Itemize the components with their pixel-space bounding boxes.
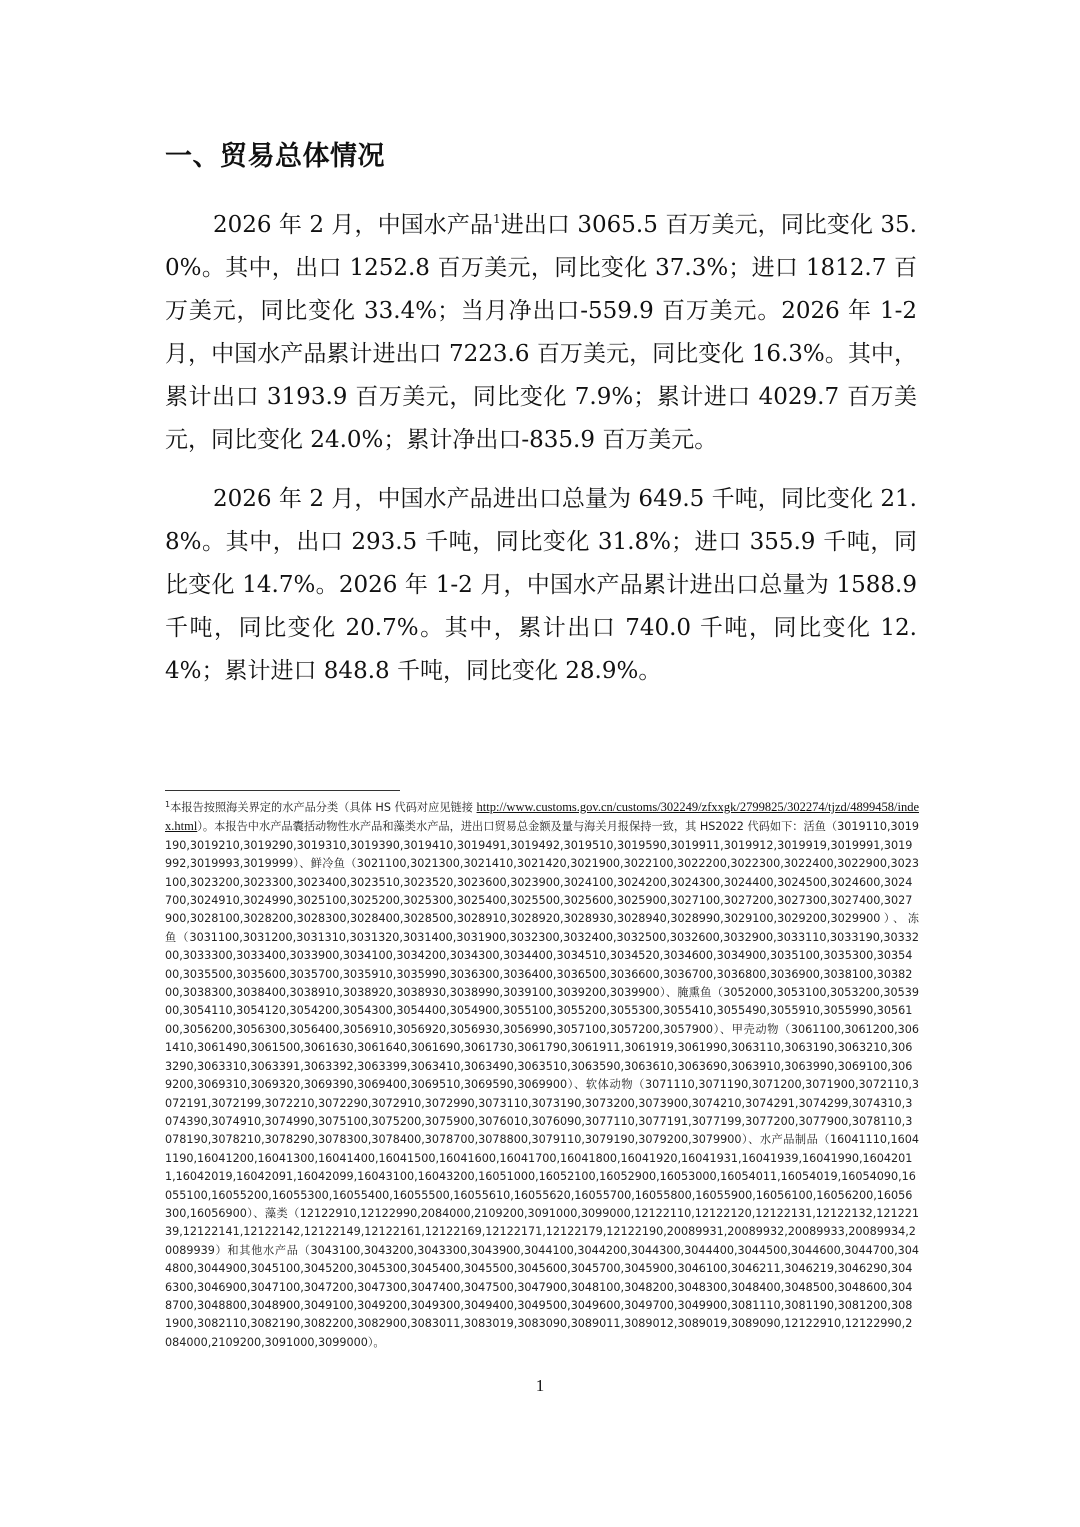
para1-text-end: 进出口 3065.5 百万美元，同比变化 35.0%。其中，出口 1252.8 百万美元，同比变化 37.3%；进口 1812.7 百万美元，同比变化 33.4%；当月净出口-559.9 百万美元。2026 年 1-2 月，中国水产品累计进出口 7223.6 百万美元，同比变化 16.3%。其中，累计出口 3193.9 百万美元，同比变化 7.9%；累计进口 4029.7 百万美元，同比变化 24.0%；累计净出口-835.9 百万美元。 <box>165 212 917 453</box>
footnote-body: ）。本报告中水产品囊括动物性水产品和藻类水产品，进出口贸易总金额及量与海关月报保持一致，其 HS2022 代码如下：活鱼（3019110,3019190,3019210,3019290,3019310,3019390,3019410,3019491,3019492,3019510,3019590,3019911,3019912,3019919,3019991,3019992,3019993,3019999）、鲜冷鱼（3021100,3021300,3021410,3021420,3021900,3022100,3022200,3022300,3022400,3022900,3023100,3023200,3023300,3023400,3023510,3023520,3023600,3023900,3024100,3024200,3024300,3024400,3024500,3024600,3024700,3024910,3024990,3025100,3025200,3025300,3025400,3025500,3025600,3025900,3027100,3027200,3027300,3027400,3027900,3028100,3028200,3028300,3028400,3028500,3028910,3028920,3028930,3028940,3028990,3029100,3029200,3029900）、冻鱼（3031100,3031200,3031310,3031320,3031400,3031900,3032300,3032400,3032500,3032600,3032900,3033110,3033190,3033200,3033300,3033400,3033900,3034100,3034200,3034300,3034400,3034510,3034520,3034600,3034900,3035100,3035300,3035400,3035500,3035600,3035700,3035910,3035990,3036300,3036400,3036500,3036600,3036700,3036800,3036900,3038100,3038200,3038300,3038400,3038910,3038920,3038930,3038990,3039100,3039200,3039900）、腌熏鱼（3052000,3053100,3053200,3053900,3054110,3054120,3054200,3054300,3054400,3054900,3055100,3055200,3055300,3055410,3055490,3055910,3055990,3056100,3056200,3056300,3056400,3056910,3056920,3056930,3056990,3057100,3057200,3057900）、甲壳动物（3061100,3061200,3061410,3061490,3061500,3061630,3061640,3061690,3061730,3061790,3061911,3061919,3061990,3063110,3063190,3063210,3063290,3063310,3063391,3063392,3063399,3063410,3063490,3063510,3063590,3063610,3063690,3063910,3063990,3069100,3069200,3069310,3069320,3069390,3069400,3069510,3069590,3069900）、软体动物（3071110,3071190,3071200,3071900,3072110,3072191,3072199,3072210,3072290,3072910,3072990,3073110,3073190,3073200,3073900,3074210,3074291,3074299,3074310,3074390,3074910,3074990,3075100,3075200,3075900,3076010,3076090,3077110,3077191,3077199,3077200,3077900,3078110,3078190,3078210,3078290,3078300,3078400,3078700,3078800,3079110,3079190,3079200,3079900）、水产品制品（16041110,16041190,16041200,16041300,16041400,16041500,16041600,16041700,16041800,16041920,16041931,16041939,16041990,16042011,16042019,16042091,16042099,16043100,16043200,16051000,16052100,16052900,16053000,16054011,16054019,16054090,16055100,16055200,16055300,16055400,16055500,16055610,16055620,16055700,16055800,16055900,16056100,16056200,16056300,16056900）、藻类（12122910,12122990,2084000,2109200,3091000,3099000,12122110,12122120,12122131,12122132,12122139,12122141,12122142,12122149,12122161,12122169,12122171,12122179,12122190,20089931,20089932,20089933,20089934,20089939）和其他水产品（3043100,3043200,3043300,3043900,3044100,3044200,3044300,3044400,3044500,3044600,3044700,3044800,3044900,3045100,3045200,3045300,3045400,3045500,3045600,3045700,3045900,3046100,3046211,3046219,3046290,3046300,3046900,3047100,3047200,3047300,3047400,3047500,3047900,3048100,3048200,3048300,3048400,3048500,3048600,3048700,3048800,3048900,3049100,3049200,3049300,3049400,3049500,3049600,3049700,3049900,3081110,3081190,3081200,3081900,3082110,3082190,3082200,3082900,3083011,3083019,3083090,3089011,3089012,3089019,3089090,12122910,12122990,2084000,2109200,3091000,3099000）。 <box>165 820 919 1349</box>
customs-link[interactable]: http://www.customs.gov.cn/customs/302249/zfxxgk/2799825/302274/tjzd/4899458/index.html <box>165 800 919 834</box>
footnote-marker: 1 <box>165 800 171 809</box>
page-number: 1 <box>535 1376 545 1395</box>
footnote-divider <box>165 790 400 791</box>
footnote-intro: 本报告按照海关界定的水产品分类（具体 HS 代码对应见链接 <box>170 801 477 814</box>
footnote-reference[interactable]: 1 <box>493 212 501 226</box>
section-heading: 一、贸易总体情况 <box>165 141 385 172</box>
paragraph-trade-volume: 2026 年 2 月，中国水产品进出口总量为 649.5 千吨，同比变化 21.8%。其中，出口 293.5 千吨，同比变化 31.8%；进口 355.9 千吨，同比变化 14.7%。2026 年 1-2 月，中国水产品累计进出口总量为 1588.9 千吨，同比变化 20.7%。其中，累计出口 740.0 千吨，同比变化 12.4%；累计进口 848.8 千吨，同比变化 28.9%。 <box>165 486 917 684</box>
paragraph-trade-value <box>165 204 917 462</box>
para1-text-start: 2026 年 2 月，中国水产品 <box>213 212 494 238</box>
footnote <box>165 798 919 1352</box>
